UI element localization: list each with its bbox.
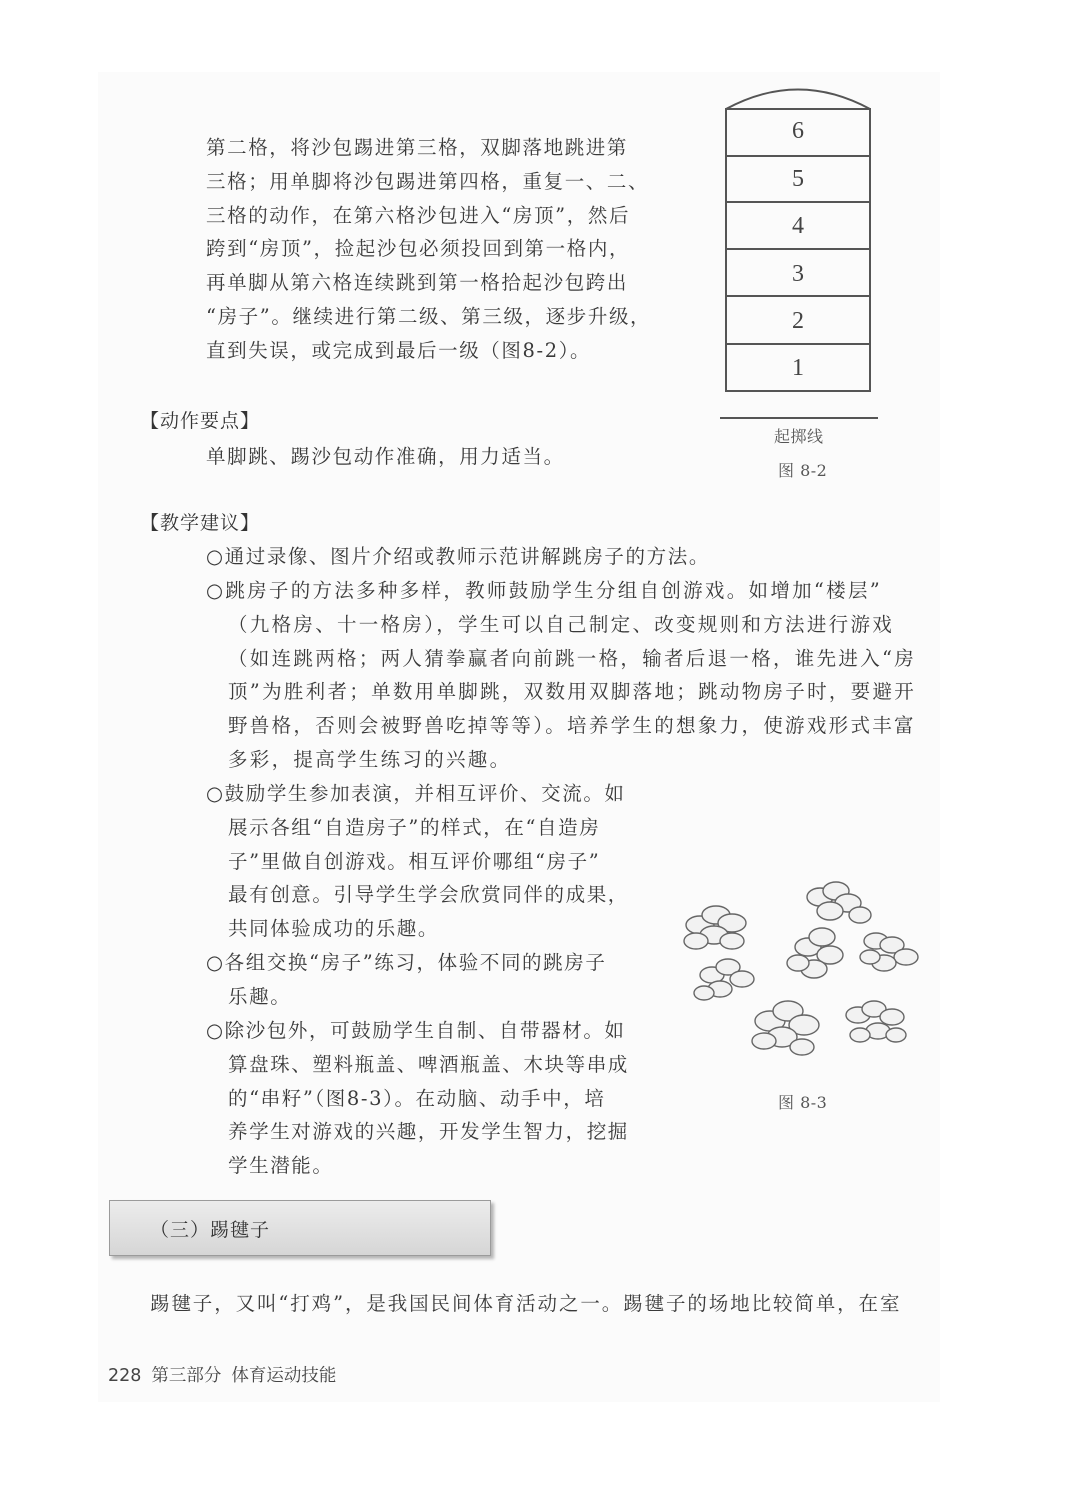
start-line-label: 起掷线 <box>774 427 824 446</box>
text-line: 学生潜能。 <box>228 1154 334 1178</box>
figure-caption: 图 8-3 <box>778 1093 828 1112</box>
text-line: 再单脚从第六格连续跳到第一格拾起沙包跨出 <box>206 271 629 295</box>
section-title-bar <box>109 1200 491 1256</box>
suggestion-item <box>206 946 606 1014</box>
text-line: 乐趣。 <box>228 984 292 1008</box>
bead-string <box>807 882 871 923</box>
cell-label: 6 <box>792 118 804 144</box>
cell-label: 5 <box>792 166 804 192</box>
text-line: 顶”为胜利者；单数用单脚跳，双数用双脚落地；跳动物房子时，要避开 <box>228 680 917 704</box>
text-line: 多彩，提高学生练习的兴趣。 <box>228 747 512 771</box>
suggestion-item <box>206 777 629 946</box>
page-number: 228 <box>108 1366 142 1386</box>
bead-string <box>684 906 746 949</box>
text-line: 算盘珠、塑料瓶盖、啤酒瓶盖、木块等串成 <box>228 1052 629 1076</box>
text-line: 养学生对游戏的兴趣，开发学生智力，挖掘 <box>228 1120 629 1144</box>
text-line: “房子”。继续进行第二级、第三级，逐步升级， <box>206 304 652 328</box>
text-line: 的“串籽”（图8-3）。在动脑、动手中，培 <box>228 1086 606 1110</box>
action-points-text: 单脚跳、踢沙包动作准确，用力适当。 <box>206 445 565 468</box>
bead-string <box>860 933 918 971</box>
page-footer <box>108 1362 336 1387</box>
text-line: 展示各组“自造房子”的样式，在“自造房 <box>228 815 601 839</box>
text-line: 野兽格，否则会被野兽吃掉等等）。培养学生的想象力，使游戏形式丰富 <box>228 714 916 738</box>
text-line: 三格；用单脚将沙包踢进第四格，重复一、二、 <box>206 169 650 193</box>
text-line: （如连跳两格；两人猜拳赢者向前跳一格，输者后退一格，谁先进入“房 <box>228 646 917 670</box>
text-line: ○除沙包外，可鼓励学生自制、自带器材。如 <box>206 1019 626 1042</box>
suggestion-item <box>206 574 916 777</box>
intro-paragraph <box>206 131 651 368</box>
text-line: ○各组交换“房子”练习，体验不同的跳房子 <box>206 951 607 974</box>
text-line: 共同体验成功的乐趣。 <box>228 917 440 941</box>
section-title: （三）踢毽子 <box>150 1219 271 1241</box>
part-label: 第三部分 <box>151 1366 222 1386</box>
text-line: 三格的动作，在第六格沙包进入“房顶”，然后 <box>206 203 631 227</box>
start-line <box>720 417 878 419</box>
bead-strings-illustration <box>670 875 930 1085</box>
text-line: 最有创意。引导学生学会欣赏同伴的成果， <box>228 883 629 907</box>
suggestion-item <box>206 540 710 574</box>
figure-caption: 图 8-2 <box>778 461 828 480</box>
text-line: （九格房、十一格房），学生可以自己制定、改变规则和方法进行游戏 <box>228 612 895 636</box>
section-paragraph: 踢毽子，又叫“打鸡”，是我国民间体育活动之一。踢毽子的场地比较简单，在室 <box>150 1292 902 1315</box>
bead-string <box>752 1001 819 1055</box>
text-line: ○跳房子的方法多种多样，教师鼓励学生分组自创游戏。如增加“楼层” <box>206 579 883 602</box>
bead-string <box>846 1001 906 1042</box>
text-line: 直到失误，或完成到最后一级（图8-2）。 <box>206 338 592 362</box>
text-line: 第二格，将沙包踢进第三格，双脚落地跳进第 <box>206 136 629 159</box>
hopscotch-diagram <box>715 80 890 405</box>
bead-string <box>787 928 843 978</box>
cell-label: 4 <box>792 213 804 239</box>
section-heading: 【教学建议】 <box>140 512 261 534</box>
cell-label: 3 <box>792 261 804 287</box>
roof-arc <box>726 90 870 110</box>
text-line: 跨到“房顶”，捡起沙包必须投回到第一格内， <box>206 237 631 261</box>
part-title: 体育运动技能 <box>231 1366 337 1386</box>
cell-label: 1 <box>792 355 804 381</box>
text-line: ○通过录像、图片介绍或教师示范讲解跳房子的方法。 <box>206 545 710 568</box>
text-line: 子”里做自创游戏。相互评价哪组“房子” <box>228 849 601 873</box>
section-heading: 【动作要点】 <box>140 410 261 432</box>
suggestion-item <box>206 1014 629 1183</box>
bead-string <box>694 959 754 1000</box>
cell-label: 2 <box>792 308 804 334</box>
text-line: ○鼓励学生参加表演，并相互评价、交流。如 <box>206 782 626 805</box>
